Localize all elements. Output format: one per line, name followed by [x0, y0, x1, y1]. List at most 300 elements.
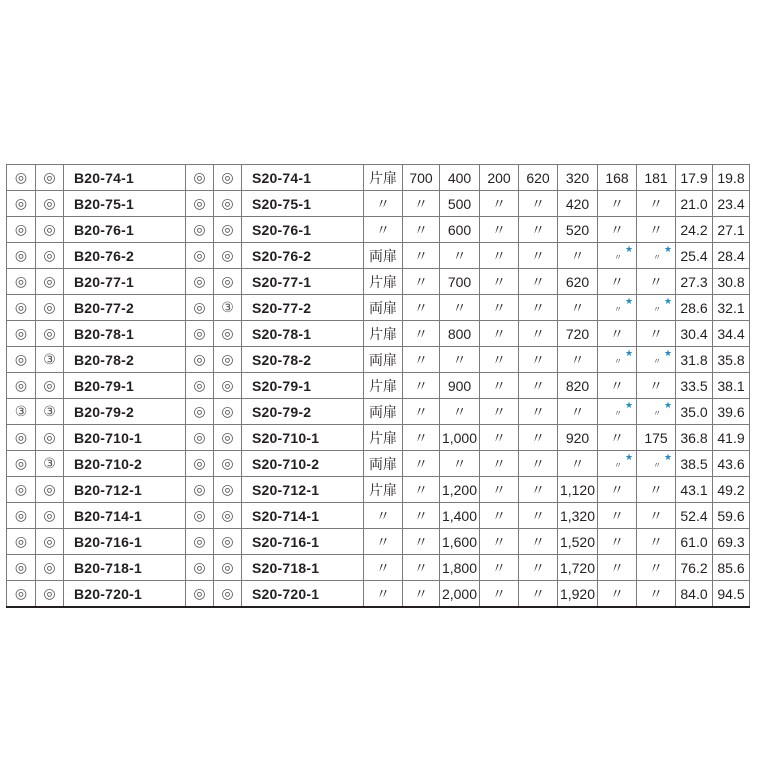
dim-cell-6: 168 — [598, 165, 637, 191]
table-row — [7, 165, 750, 191]
star-icon: ★ — [664, 400, 673, 410]
dim-cell-1: 〃 — [403, 529, 440, 555]
dim-cell-3: 〃 — [480, 321, 519, 347]
dim-cell-1: 〃 — [403, 217, 440, 243]
table-row — [7, 269, 750, 295]
weight-2: 28.4 — [713, 243, 750, 269]
dim-cell-6: 〃 — [598, 191, 637, 217]
b-part-number: B20-79-2 — [64, 399, 186, 425]
b-part-number: B20-77-1 — [64, 269, 186, 295]
b-mark-1: ◎ — [7, 581, 36, 608]
s-mark-1: ◎ — [186, 425, 214, 451]
door-type: 両扉 — [364, 243, 403, 269]
s-mark-2: ◎ — [214, 269, 242, 295]
dim-cell-4: 〃 — [519, 451, 558, 477]
weight-2: 49.2 — [713, 477, 750, 503]
dim-cell-6 — [598, 399, 637, 425]
dim-cell-6 — [598, 295, 637, 321]
table-row — [7, 581, 750, 608]
dim-cell-7: 〃 — [637, 581, 676, 608]
b-part-number: B20-74-1 — [64, 165, 186, 191]
s-part-number: S20-714-1 — [242, 503, 364, 529]
s-mark-1: ◎ — [186, 217, 214, 243]
dim-cell-1: 〃 — [403, 555, 440, 581]
weight-2: 43.6 — [713, 451, 750, 477]
dim-cell-5: 1,120 — [558, 477, 598, 503]
dim-cell-6: 〃 — [598, 321, 637, 347]
s-mark-2: ◎ — [214, 451, 242, 477]
s-mark-2: ◎ — [214, 477, 242, 503]
s-part-number: S20-716-1 — [242, 529, 364, 555]
b-mark-2: ◎ — [36, 243, 64, 269]
s-mark-2: ◎ — [214, 581, 242, 608]
s-mark-2: ◎ — [214, 425, 242, 451]
dim-cell-4: 〃 — [519, 425, 558, 451]
dim-cell-4: 620 — [519, 165, 558, 191]
dim-cell-5: 1,320 — [558, 503, 598, 529]
table-row — [7, 191, 750, 217]
dim-cell-2: 600 — [440, 217, 480, 243]
dim-cell-4: 〃 — [519, 243, 558, 269]
ditto-mark: 〃 — [614, 357, 622, 366]
s-mark-1: ◎ — [186, 295, 214, 321]
s-mark-2: ◎ — [214, 399, 242, 425]
weight-1: 33.5 — [676, 373, 713, 399]
weight-1: 76.2 — [676, 555, 713, 581]
s-part-number: S20-75-1 — [242, 191, 364, 217]
b-part-number: B20-75-1 — [64, 191, 186, 217]
dim-cell-7: 〃 — [637, 321, 676, 347]
dim-cell-6 — [598, 243, 637, 269]
door-type: 両扉 — [364, 347, 403, 373]
weight-1: 84.0 — [676, 581, 713, 608]
dim-cell-4: 〃 — [519, 321, 558, 347]
weight-1: 36.8 — [676, 425, 713, 451]
s-mark-2: ◎ — [214, 243, 242, 269]
s-mark-2: ◎ — [214, 347, 242, 373]
weight-2: 32.1 — [713, 295, 750, 321]
dim-cell-3: 〃 — [480, 347, 519, 373]
dim-cell-2: 900 — [440, 373, 480, 399]
b-mark-2: ◎ — [36, 217, 64, 243]
weight-1: 27.3 — [676, 269, 713, 295]
weight-1: 52.4 — [676, 503, 713, 529]
s-mark-1: ◎ — [186, 399, 214, 425]
s-part-number: S20-710-1 — [242, 425, 364, 451]
dim-cell-2: 1,000 — [440, 425, 480, 451]
star-icon: ★ — [625, 244, 634, 254]
dim-cell-5: 1,520 — [558, 529, 598, 555]
weight-1: 61.0 — [676, 529, 713, 555]
dim-cell-4: 〃 — [519, 581, 558, 608]
dim-cell-3: 〃 — [480, 529, 519, 555]
dim-cell-6: 〃 — [598, 529, 637, 555]
dim-cell-3: 〃 — [480, 451, 519, 477]
door-type: 片扉 — [364, 477, 403, 503]
table-row — [7, 555, 750, 581]
dim-cell-6 — [598, 451, 637, 477]
s-mark-1: ◎ — [186, 581, 214, 608]
b-mark-2: ◎ — [36, 191, 64, 217]
weight-2: 27.1 — [713, 217, 750, 243]
b-mark-1: ◎ — [7, 451, 36, 477]
b-mark-2: ③ — [36, 399, 64, 425]
dim-cell-4: 〃 — [519, 295, 558, 321]
dim-cell-3: 〃 — [480, 295, 519, 321]
dim-cell-1: 〃 — [403, 581, 440, 608]
s-mark-1: ◎ — [186, 321, 214, 347]
star-icon: ★ — [664, 452, 673, 462]
weight-2: 30.8 — [713, 269, 750, 295]
b-mark-2: ◎ — [36, 321, 64, 347]
spec-table — [6, 164, 750, 608]
dim-cell-2: 1,400 — [440, 503, 480, 529]
star-icon: ★ — [664, 348, 673, 358]
door-type: 〃 — [364, 529, 403, 555]
dim-cell-7 — [637, 451, 676, 477]
b-mark-1: ◎ — [7, 555, 36, 581]
b-part-number: B20-718-1 — [64, 555, 186, 581]
dim-cell-7: 〃 — [637, 373, 676, 399]
weight-2: 69.3 — [713, 529, 750, 555]
dim-cell-6: 〃 — [598, 269, 637, 295]
dim-cell-3: 〃 — [480, 373, 519, 399]
dim-cell-6 — [598, 347, 637, 373]
b-mark-1: ◎ — [7, 243, 36, 269]
weight-1: 35.0 — [676, 399, 713, 425]
s-part-number: S20-79-1 — [242, 373, 364, 399]
weight-1: 43.1 — [676, 477, 713, 503]
table-row — [7, 503, 750, 529]
dim-cell-2: 〃 — [440, 399, 480, 425]
b-mark-2: ◎ — [36, 529, 64, 555]
b-mark-2: ③ — [36, 347, 64, 373]
dim-cell-4: 〃 — [519, 555, 558, 581]
b-mark-2: ◎ — [36, 269, 64, 295]
ditto-mark: 〃 — [653, 461, 661, 470]
dim-cell-4: 〃 — [519, 269, 558, 295]
ditto-mark: 〃 — [653, 409, 661, 418]
b-part-number: B20-77-2 — [64, 295, 186, 321]
dim-cell-1: 〃 — [403, 373, 440, 399]
b-mark-1: ◎ — [7, 321, 36, 347]
b-part-number: B20-710-1 — [64, 425, 186, 451]
dim-cell-7 — [637, 243, 676, 269]
table-row — [7, 373, 750, 399]
dim-cell-2: 1,600 — [440, 529, 480, 555]
dim-cell-1: 〃 — [403, 399, 440, 425]
table-row — [7, 425, 750, 451]
dim-cell-4: 〃 — [519, 217, 558, 243]
b-mark-1: ◎ — [7, 217, 36, 243]
s-mark-2: ◎ — [214, 321, 242, 347]
table-row — [7, 217, 750, 243]
ditto-mark: 〃 — [614, 409, 622, 418]
s-mark-2: ◎ — [214, 555, 242, 581]
s-mark-1: ◎ — [186, 503, 214, 529]
s-part-number: S20-712-1 — [242, 477, 364, 503]
dim-cell-1: 〃 — [403, 425, 440, 451]
dim-cell-2: 800 — [440, 321, 480, 347]
dim-cell-5: 〃 — [558, 347, 598, 373]
dim-cell-2: 〃 — [440, 347, 480, 373]
door-type: 片扉 — [364, 373, 403, 399]
dim-cell-4: 〃 — [519, 503, 558, 529]
b-part-number: B20-78-2 — [64, 347, 186, 373]
ditto-mark: 〃 — [614, 461, 622, 470]
b-mark-1: ◎ — [7, 477, 36, 503]
dim-cell-5: 520 — [558, 217, 598, 243]
dim-cell-7: 〃 — [637, 555, 676, 581]
dim-cell-2: 〃 — [440, 243, 480, 269]
table-row — [7, 399, 750, 425]
dim-cell-2: 1,800 — [440, 555, 480, 581]
dim-cell-2: 1,200 — [440, 477, 480, 503]
b-mark-1: ◎ — [7, 503, 36, 529]
weight-2: 94.5 — [713, 581, 750, 608]
b-mark-2: ◎ — [36, 503, 64, 529]
dim-cell-5: 〃 — [558, 451, 598, 477]
b-mark-2: ◎ — [36, 581, 64, 608]
dim-cell-4: 〃 — [519, 373, 558, 399]
ditto-mark: 〃 — [653, 357, 661, 366]
s-mark-1: ◎ — [186, 555, 214, 581]
s-part-number: S20-710-2 — [242, 451, 364, 477]
b-mark-1: ◎ — [7, 425, 36, 451]
s-mark-2: ◎ — [214, 191, 242, 217]
dim-cell-1: 〃 — [403, 269, 440, 295]
s-mark-1: ◎ — [186, 373, 214, 399]
s-part-number: S20-720-1 — [242, 581, 364, 608]
b-mark-2: ◎ — [36, 295, 64, 321]
s-part-number: S20-74-1 — [242, 165, 364, 191]
dim-cell-7: 〃 — [637, 529, 676, 555]
b-part-number: B20-76-1 — [64, 217, 186, 243]
weight-1: 31.8 — [676, 347, 713, 373]
dim-cell-6: 〃 — [598, 217, 637, 243]
b-mark-1: ◎ — [7, 373, 36, 399]
s-mark-1: ◎ — [186, 165, 214, 191]
b-mark-1: ◎ — [7, 269, 36, 295]
s-mark-2: ◎ — [214, 503, 242, 529]
dim-cell-3: 200 — [480, 165, 519, 191]
star-icon: ★ — [664, 244, 673, 254]
dim-cell-6: 〃 — [598, 425, 637, 451]
b-part-number: B20-79-1 — [64, 373, 186, 399]
weight-2: 85.6 — [713, 555, 750, 581]
b-part-number: B20-714-1 — [64, 503, 186, 529]
ditto-mark: 〃 — [653, 253, 661, 262]
dim-cell-7: 〃 — [637, 269, 676, 295]
s-part-number: S20-77-2 — [242, 295, 364, 321]
s-mark-1: ◎ — [186, 477, 214, 503]
star-icon: ★ — [625, 348, 634, 358]
table-row — [7, 243, 750, 269]
s-part-number: S20-77-1 — [242, 269, 364, 295]
dim-cell-2: 400 — [440, 165, 480, 191]
b-mark-2: ◎ — [36, 477, 64, 503]
dim-cell-7: 〃 — [637, 191, 676, 217]
s-mark-2: ◎ — [214, 529, 242, 555]
weight-1: 24.2 — [676, 217, 713, 243]
b-mark-1: ◎ — [7, 165, 36, 191]
s-mark-1: ◎ — [186, 347, 214, 373]
s-part-number: S20-76-1 — [242, 217, 364, 243]
dim-cell-1: 〃 — [403, 477, 440, 503]
dim-cell-6: 〃 — [598, 373, 637, 399]
dim-cell-5: 〃 — [558, 243, 598, 269]
dim-cell-3: 〃 — [480, 243, 519, 269]
star-icon: ★ — [625, 400, 634, 410]
b-part-number: B20-716-1 — [64, 529, 186, 555]
b-mark-1: ◎ — [7, 529, 36, 555]
dim-cell-3: 〃 — [480, 425, 519, 451]
weight-2: 38.1 — [713, 373, 750, 399]
dim-cell-1: 700 — [403, 165, 440, 191]
s-mark-2: ③ — [214, 295, 242, 321]
dim-cell-5: 〃 — [558, 399, 598, 425]
door-type: 〃 — [364, 581, 403, 608]
table-row — [7, 347, 750, 373]
s-mark-1: ◎ — [186, 243, 214, 269]
b-part-number: B20-76-2 — [64, 243, 186, 269]
dim-cell-5: 620 — [558, 269, 598, 295]
table-row — [7, 529, 750, 555]
weight-1: 25.4 — [676, 243, 713, 269]
dim-cell-4: 〃 — [519, 477, 558, 503]
b-mark-2: ◎ — [36, 425, 64, 451]
s-mark-2: ◎ — [214, 373, 242, 399]
weight-1: 30.4 — [676, 321, 713, 347]
ditto-mark: 〃 — [614, 305, 622, 314]
dim-cell-6: 〃 — [598, 555, 637, 581]
door-type: 片扉 — [364, 269, 403, 295]
dim-cell-5: 420 — [558, 191, 598, 217]
s-part-number: S20-78-2 — [242, 347, 364, 373]
dim-cell-7: 〃 — [637, 217, 676, 243]
dim-cell-2: 〃 — [440, 295, 480, 321]
dim-cell-3: 〃 — [480, 555, 519, 581]
dim-cell-6: 〃 — [598, 477, 637, 503]
dim-cell-3: 〃 — [480, 477, 519, 503]
b-mark-2: ◎ — [36, 165, 64, 191]
s-mark-2: ◎ — [214, 165, 242, 191]
door-type: 〃 — [364, 191, 403, 217]
b-mark-1: ◎ — [7, 347, 36, 373]
dim-cell-5: 920 — [558, 425, 598, 451]
dim-cell-3: 〃 — [480, 399, 519, 425]
dim-cell-4: 〃 — [519, 529, 558, 555]
dim-cell-4: 〃 — [519, 399, 558, 425]
weight-2: 41.9 — [713, 425, 750, 451]
dim-cell-5: 720 — [558, 321, 598, 347]
s-mark-2: ◎ — [214, 217, 242, 243]
s-mark-1: ◎ — [186, 529, 214, 555]
door-type: 片扉 — [364, 165, 403, 191]
s-part-number: S20-78-1 — [242, 321, 364, 347]
dim-cell-7: 〃 — [637, 503, 676, 529]
s-part-number: S20-79-2 — [242, 399, 364, 425]
b-mark-2: ③ — [36, 451, 64, 477]
dim-cell-3: 〃 — [480, 581, 519, 608]
b-part-number: B20-710-2 — [64, 451, 186, 477]
weight-2: 35.8 — [713, 347, 750, 373]
dim-cell-7: 181 — [637, 165, 676, 191]
dim-cell-5: 820 — [558, 373, 598, 399]
table-row — [7, 477, 750, 503]
weight-2: 34.4 — [713, 321, 750, 347]
door-type: 〃 — [364, 217, 403, 243]
door-type: 片扉 — [364, 321, 403, 347]
table-row — [7, 451, 750, 477]
s-mark-1: ◎ — [186, 451, 214, 477]
s-mark-1: ◎ — [186, 269, 214, 295]
weight-1: 38.5 — [676, 451, 713, 477]
b-mark-1: ③ — [7, 399, 36, 425]
door-type: 片扉 — [364, 425, 403, 451]
dim-cell-7: 〃 — [637, 477, 676, 503]
dim-cell-2: 700 — [440, 269, 480, 295]
ditto-mark: 〃 — [653, 305, 661, 314]
table-row — [7, 295, 750, 321]
ditto-mark: 〃 — [614, 253, 622, 262]
star-icon: ★ — [625, 452, 634, 462]
b-mark-1: ◎ — [7, 295, 36, 321]
dim-cell-6: 〃 — [598, 581, 637, 608]
dim-cell-2: 2,000 — [440, 581, 480, 608]
s-mark-1: ◎ — [186, 191, 214, 217]
dim-cell-2: 〃 — [440, 451, 480, 477]
weight-1: 28.6 — [676, 295, 713, 321]
dim-cell-5: 1,720 — [558, 555, 598, 581]
dim-cell-2: 500 — [440, 191, 480, 217]
dim-cell-3: 〃 — [480, 191, 519, 217]
dim-cell-5: 〃 — [558, 295, 598, 321]
dim-cell-7: 175 — [637, 425, 676, 451]
b-part-number: B20-78-1 — [64, 321, 186, 347]
door-type: 両扉 — [364, 295, 403, 321]
dim-cell-1: 〃 — [403, 295, 440, 321]
s-part-number: S20-718-1 — [242, 555, 364, 581]
weight-1: 21.0 — [676, 191, 713, 217]
b-mark-2: ◎ — [36, 555, 64, 581]
dim-cell-1: 〃 — [403, 503, 440, 529]
dim-cell-4: 〃 — [519, 191, 558, 217]
dim-cell-7 — [637, 295, 676, 321]
b-part-number: B20-720-1 — [64, 581, 186, 608]
star-icon: ★ — [625, 296, 634, 306]
dim-cell-1: 〃 — [403, 243, 440, 269]
dim-cell-3: 〃 — [480, 503, 519, 529]
b-mark-2: ◎ — [36, 373, 64, 399]
b-mark-1: ◎ — [7, 191, 36, 217]
dim-cell-5: 320 — [558, 165, 598, 191]
dim-cell-4: 〃 — [519, 347, 558, 373]
b-part-number: B20-712-1 — [64, 477, 186, 503]
dim-cell-6: 〃 — [598, 503, 637, 529]
door-type: 〃 — [364, 555, 403, 581]
door-type: 両扉 — [364, 399, 403, 425]
dim-cell-1: 〃 — [403, 321, 440, 347]
dim-cell-3: 〃 — [480, 269, 519, 295]
weight-2: 23.4 — [713, 191, 750, 217]
door-type: 〃 — [364, 503, 403, 529]
weight-2: 59.6 — [713, 503, 750, 529]
door-type: 両扉 — [364, 451, 403, 477]
weight-1: 17.9 — [676, 165, 713, 191]
table-row — [7, 321, 750, 347]
weight-2: 19.8 — [713, 165, 750, 191]
